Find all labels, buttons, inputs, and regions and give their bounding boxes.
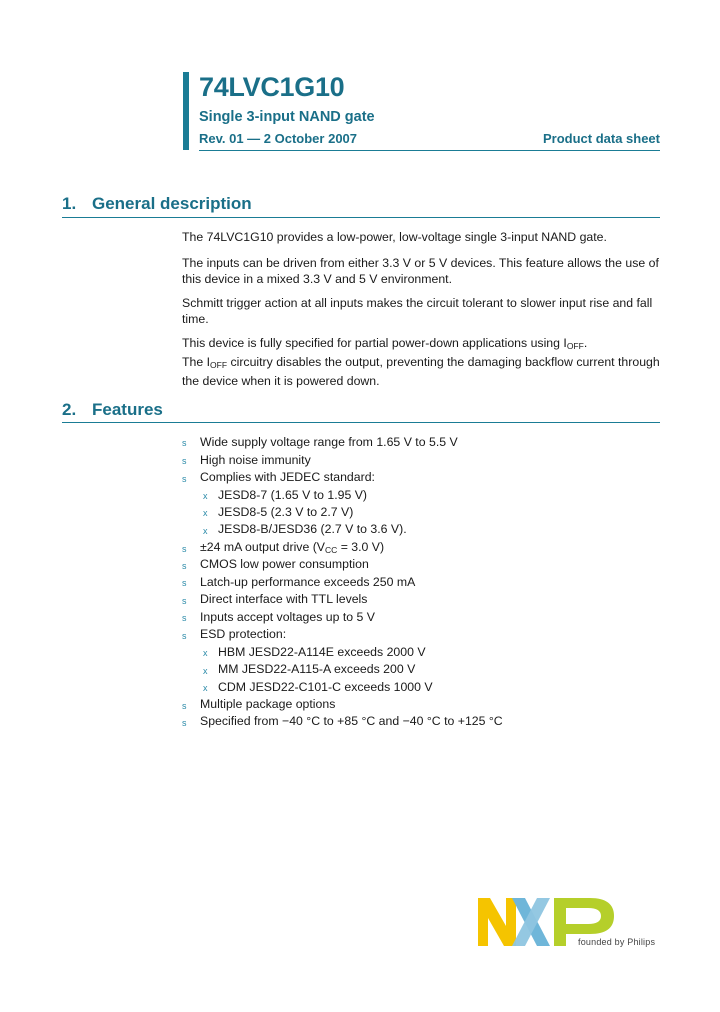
section-number: 1.	[62, 194, 77, 213]
document-title: 74LVC1G10	[199, 72, 345, 102]
bullet-icon: s	[182, 438, 187, 448]
feature-subitem: HBM JESD22-A114E exceeds 2000 V	[218, 645, 426, 659]
sub-bullet-icon: x	[203, 648, 208, 658]
paragraph: Schmitt trigger action at all inputs makes the circuit tolerant to slower input rise and fall time.	[182, 296, 653, 326]
bullet-icon: s	[182, 456, 187, 466]
feature-item: Specified from −40 °C to +85 °C and −40 °C to +125 °C	[200, 714, 503, 728]
feature-item: ESD protection:	[200, 627, 287, 641]
revision-info: Rev. 01 — 2 October 2007	[199, 131, 358, 146]
sub-bullet-icon: x	[203, 666, 208, 676]
document-subtitle: Single 3-input NAND gate	[199, 109, 375, 125]
bullet-icon: s	[182, 596, 187, 606]
section-title-general-description: General description	[92, 194, 252, 213]
section-title-features: Features	[92, 400, 163, 419]
bullet-icon: s	[182, 578, 187, 588]
section-number: 2.	[62, 400, 77, 419]
feature-item: CMOS low power consumption	[200, 557, 369, 571]
feature-subitem: CDM JESD22-C101-C exceeds 1000 V	[218, 680, 433, 694]
paragraph: The inputs can be driven from either 3.3 V or 5 V devices. This feature allows the use of this device in a mixed 3.3 V and 5 V environment.	[182, 256, 659, 286]
feature-subitem: MM JESD22-A115-A exceeds 200 V	[218, 662, 416, 676]
bullet-icon: s	[182, 613, 187, 623]
header-accent-bar	[183, 72, 189, 150]
sub-bullet-icon: x	[203, 508, 208, 518]
feature-item: Multiple package options	[200, 697, 336, 711]
feature-item: High noise immunity	[200, 453, 311, 467]
bullet-icon: s	[182, 544, 187, 554]
feature-subitem: JESD8-7 (1.65 V to 1.95 V)	[218, 488, 368, 502]
paragraph: This device is fully specified for partial power-down applications using $I_{OFF}$. The $I_{OFF}$ circuitry disables the output, preventing the damaging backflow current through the device when it is powered down.	[182, 336, 660, 388]
feature-subitem: JESD8-B/JESD36 (2.7 V to 3.6 V).	[218, 522, 407, 536]
section-divider	[62, 422, 660, 423]
bullet-icon: s	[182, 718, 187, 728]
sub-bullet-icon: x	[203, 491, 208, 501]
bullet-icon: s	[182, 701, 187, 711]
bullet-icon: s	[182, 561, 187, 571]
sub-bullet-icon: x	[203, 683, 208, 693]
feature-item: Latch-up performance exceeds 250 mA	[200, 575, 416, 589]
document-type: Product data sheet	[542, 131, 660, 146]
feature-item: Direct interface with TTL levels	[200, 592, 368, 606]
bullet-icon: s	[182, 631, 187, 641]
logo-n	[478, 898, 516, 946]
sub-bullet-icon: x	[203, 526, 208, 536]
bullet-icon: s	[182, 474, 187, 484]
paragraph: The 74LVC1G10 provides a low-power, low-voltage single 3-input NAND gate.	[182, 230, 607, 244]
header-divider	[199, 150, 660, 151]
feature-subitem: JESD8-5 (2.3 V to 2.7 V)	[218, 505, 354, 519]
feature-item: Inputs accept voltages up to 5 V	[200, 610, 376, 624]
feature-item: Wide supply voltage range from 1.65 V to 5.5 V	[200, 435, 458, 449]
logo-tagline: founded by Philips	[578, 937, 656, 947]
section-divider	[62, 217, 660, 218]
feature-item: ±24 mA output drive ($V_{CC} = 3.0$ V)	[200, 540, 385, 555]
feature-item: Complies with JEDEC standard:	[200, 470, 375, 484]
